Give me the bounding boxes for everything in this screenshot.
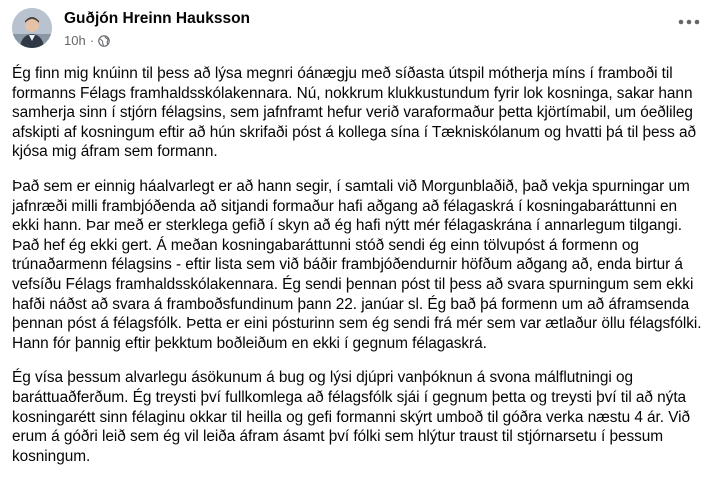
post-header bbox=[12, 8, 702, 52]
post-paragraph: Ég vísa þessum alvarlegu ásökunum á bug og lýsi djúpri vanþóknun á svona málflutningi og baráttuaðferðum. Ég treysti því fullkomlega að félagsfólk sjái í gegnum þetta og treysti því til að nýta kosningarétt sinn félaginu okkar til heilla og gefi formanni skýrt umboð til góðra verka næstu 4 ár. Við erum á góðri leið sem ég vil leiða áfram ásamt því fólki sem hlýtur traust til stjórnarsetu í þessum kosningum. bbox=[12, 369, 691, 465]
globe-icon bbox=[98, 35, 110, 47]
meta-separator: · bbox=[89, 33, 95, 48]
post-meta bbox=[64, 33, 110, 48]
profile-photo-icon bbox=[12, 8, 52, 48]
author-name[interactable]: Guðjón Hreinn Hauksson bbox=[64, 10, 251, 27]
post-content bbox=[12, 64, 706, 481]
post-paragraph: Það sem er einnig háalvarlegt er að hann segir, í samtali við Morgunblaðið, það vekja spurningar um jafnræði milli frambjóðenda að sitjandi formaður hafi aðgang að félagaskrá í kosningabaráttunni en ekki hann. Þar með er sterklega gefið í skyn að ég hafi nýtt mér félagaskrána í annarlegum tilgangi. Það hef ég ekki gert. Á meðan kosningabaráttunni stóð sendi ég einn tölvupóst á formenn og trúnaðarmenn félagsins - eftir lista sem við báðir frambjóðendurnir höfðum aðgang að, enda birtur á vefsíðu Félags framhaldsskólakennara. Ég sendi þennan póst til þess að svara spurningum sem ekki hafði náðst að svara á framboðsfundinum þann 22. janúar sl. Ég bað þá formenn um að áframsenda þennan póst á félagsfólk. Þetta er eini pósturinn sem ég sendi frá mér sem var ætlaður öllu félagsfólki. Hann fór þannig eftir þekktum boðleiðum en ekki í gegnum félagaskrá. bbox=[12, 177, 702, 352]
more-options-icon[interactable] bbox=[674, 12, 704, 32]
post-paragraph: Ég finn mig knúinn til þess að lýsa megnri óánægju með síðasta útspil mótherja míns í framboði til formanns Félags framhaldsskólakennara. Nú, nokkrum klukkustundum fyrir lok kosninga, sakar hann samherja sinn í stjórn félagsins, sem jafnframt hefur verið varaformaður þetta kjörtímabil, um óeðlileg afskipti af kosningum eftir að hún skrifaði póst á kollega sína í Tækniskólanum og hvatti þá til þess að kjósa mig áfram sem formann. bbox=[12, 65, 697, 161]
avatar[interactable] bbox=[12, 8, 52, 48]
post-timestamp[interactable]: 10h bbox=[64, 33, 86, 48]
